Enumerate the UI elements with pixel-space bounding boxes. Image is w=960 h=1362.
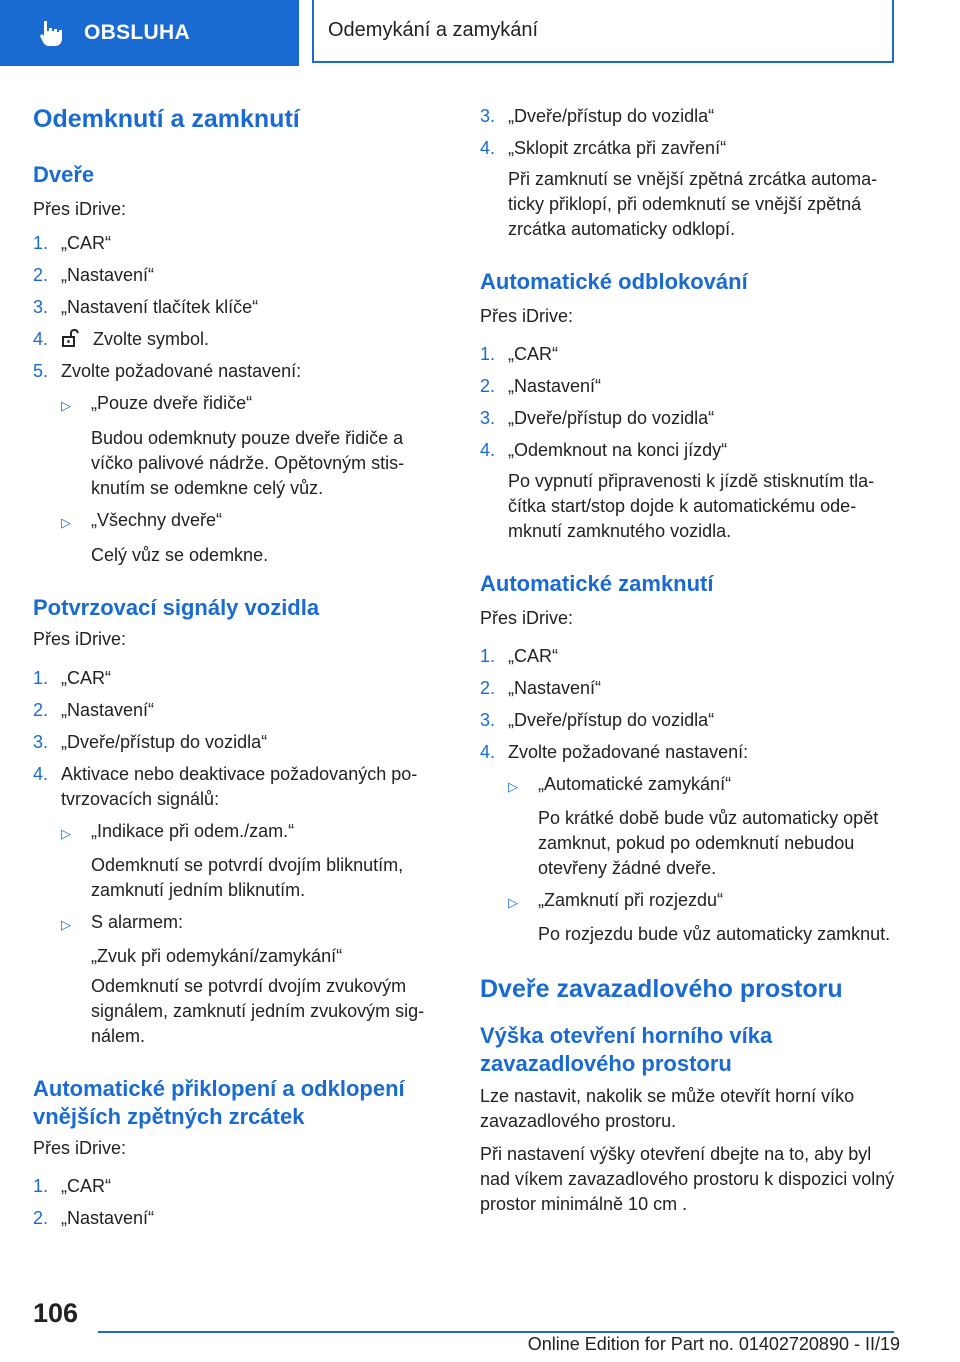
paragraph: Lze nastavit, nakolik se může otevřít horní víko zavazadlového prostoru. <box>480 1086 855 1131</box>
chapter-title: Odemykání a zamykání <box>328 19 539 41</box>
section-tab <box>0 0 299 66</box>
list-item: 3. „Dveře/přístup do vozidla“ <box>480 710 715 730</box>
triangle-icon: ▷ <box>61 917 71 932</box>
triangle-icon: ▷ <box>61 398 71 413</box>
list-item: 2. „Nastavení“ <box>480 678 602 698</box>
list-item: 2. „Nastavení“ <box>33 1208 155 1228</box>
option-item: ▷ „Zamknutí při rozjezdu“ <box>508 888 900 915</box>
via-idrive: Přes iDrive: <box>33 199 127 219</box>
step-desc: Po vypnutí připravenosti k jízdě stisknutím tlačítka start/stop dojde k automatickému odemknutí zamknutého vozidla. <box>508 471 875 541</box>
list-item: 3. „Dveře/přístup do vozidla“ <box>480 408 715 428</box>
heading-trunk-height: Výška otevření horního víka zavazadlového prostoru <box>480 1023 773 1076</box>
list-item: 1. „CAR“ <box>33 668 111 688</box>
list-item: 4. „Sklopit zrcátka při zavření“ <box>480 138 727 158</box>
option-desc: Odemknutí se potvrdí dvojím zvukovým signálem, zamknutí jedním zvukovým signálem. <box>91 976 425 1046</box>
option-item: ▷ „Pouze dveře řidiče“ <box>61 391 443 418</box>
option-item: ▷ „Všechny dveře“ <box>61 508 443 535</box>
list-item: 3. „Dveře/přístup do vozidla“ <box>33 732 268 752</box>
page-number: 106 <box>33 1298 79 1328</box>
list-item: 2. „Nastavení“ <box>33 265 155 285</box>
option-desc: Po krátké době bude vůz automaticky opět zamknut, pokud po odemknutí nebudou otevřeny žádné dveře. <box>538 808 879 878</box>
list-item: 2. „Nastavení“ <box>33 700 155 720</box>
triangle-icon: ▷ <box>508 895 518 910</box>
triangle-icon: ▷ <box>61 826 71 841</box>
heading-unlock: Automatické odblokování <box>480 269 748 294</box>
triangle-icon: ▷ <box>508 779 518 794</box>
list-item: 1. „CAR“ <box>480 646 558 666</box>
list-item: 4. Zvolte symbol. <box>33 329 210 349</box>
left-column <box>33 95 443 1231</box>
option-item: ▷ „Automatické zamykání“ <box>508 772 900 799</box>
page-title: Odemknutí a zamknutí <box>33 105 300 133</box>
option-desc: Odemknutí se potvrdí dvojím bliknutím, zamknutí jedním bliknutím. <box>91 855 404 900</box>
option-desc: „Zvuk při odemykání/zamykání“ <box>91 946 343 966</box>
heading-signals: Potvrzovací signály vozidla <box>33 595 320 620</box>
paragraph: Při nastavení výšky otevření dbejte na to, aby byl nad víkem zavazadlového prostoru k dispozici volný prostor minimálně 10 cm . <box>480 1144 895 1214</box>
option-desc: Po rozjezdu bude vůz automaticky zamknut. <box>538 924 891 944</box>
right-column <box>480 104 900 1217</box>
heading-lock: Automatické zamknutí <box>480 571 714 596</box>
edition-text: Online Edition for Part no. 01402720890 - II/19 <box>527 1334 900 1354</box>
list-item: 1. „CAR“ <box>33 233 111 253</box>
list-item: 4. „Odemknout na konci jízdy“ <box>480 440 728 460</box>
list-item: 1. „CAR“ <box>480 344 558 364</box>
via-idrive: Přes iDrive: <box>480 306 574 326</box>
heading-doors: Dveře <box>33 162 95 187</box>
option-desc: Celý vůz se odemkne. <box>91 545 269 565</box>
option-desc: Budou odemknuty pouze dveře řidiče a víčko palivové nádrže. Opětovným stisknutím se odemkne celý vůz. <box>91 428 405 498</box>
list-item: 3. „Nastavení tlačítek klíče“ <box>33 297 259 317</box>
hand-pointer-icon <box>38 19 64 47</box>
list-item: 4. Zvolte požadované nastavení: <box>480 742 749 762</box>
via-idrive: Přes iDrive: <box>480 608 574 628</box>
triangle-icon: ▷ <box>61 515 71 530</box>
via-idrive: Přes iDrive: <box>33 1138 127 1158</box>
list-item: 2. „Nastavení“ <box>480 376 602 396</box>
via-idrive: Přes iDrive: <box>33 629 127 649</box>
option-item: ▷ S alarmem: <box>61 910 443 937</box>
unlock-icon <box>61 328 81 348</box>
chapter-header <box>312 0 894 63</box>
footer-divider <box>98 1331 894 1333</box>
heading-trunk: Dveře zavazadlového prostoru <box>480 975 843 1003</box>
list-item: 3. „Dveře/přístup do vozidla“ <box>480 106 715 126</box>
list-item: 5. Zvolte požadované nastavení: <box>33 361 302 381</box>
heading-mirrors: Automatické přiklopení a odklopení vnějších zpětných zrcátek <box>33 1076 405 1129</box>
section-label: OBSLUHA <box>84 21 190 44</box>
option-item: ▷ „Indikace při odem./zam.“ <box>61 819 443 846</box>
step-desc: Při zamknutí se vnější zpětná zrcátka automaticky přiklopí, při odemknutí se vnější zpětná zrcátka automaticky odklopí. <box>508 169 878 239</box>
list-item: 4. Aktivace nebo deaktivace požadovaných potvrzovacích signálů: <box>33 764 418 809</box>
list-item: 1. „CAR“ <box>33 1176 111 1196</box>
